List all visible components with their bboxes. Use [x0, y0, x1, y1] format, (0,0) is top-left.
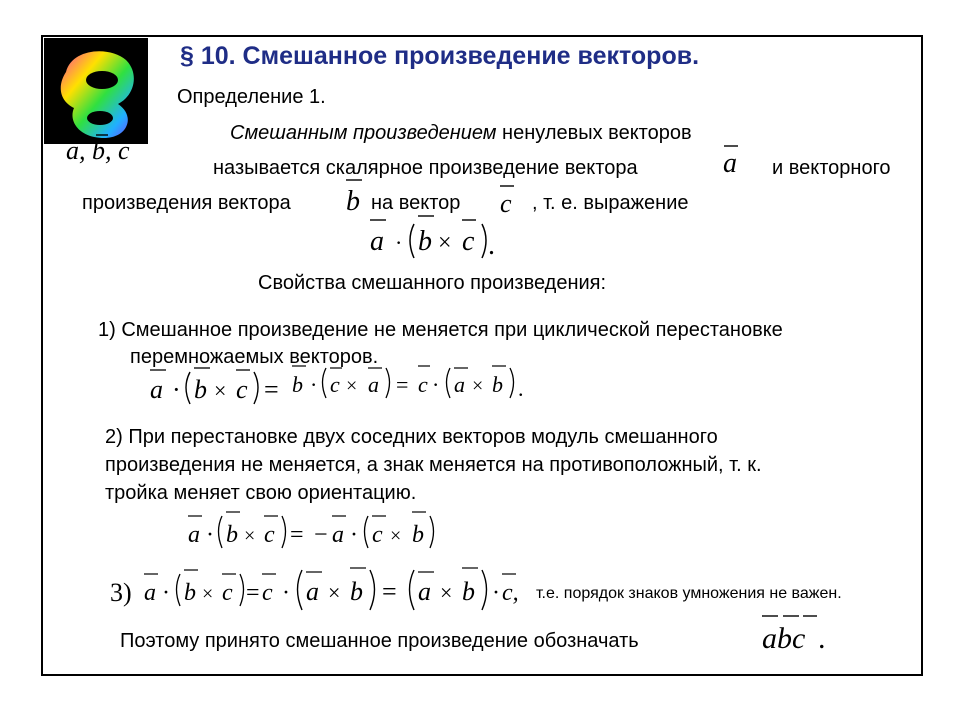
- svg-text:b: b: [412, 522, 424, 548]
- svg-text:c: c: [500, 189, 512, 218]
- formula-property-3: [138, 562, 528, 616]
- svg-text:a: a: [454, 372, 465, 397]
- definition-line-1-rest: ненулевых векторов: [496, 122, 692, 144]
- property-2-line-2: произведения не меняется, а знак меняется на противоположный, т. к.: [105, 454, 762, 476]
- svg-text:·: ·: [310, 372, 318, 397]
- svg-text:·: ·: [432, 372, 440, 397]
- svg-text:c,: c,: [502, 580, 519, 606]
- svg-text:a: a: [368, 372, 379, 397]
- svg-text:×: ×: [390, 525, 402, 547]
- svg-text:c: c: [236, 375, 248, 404]
- svg-text:=: =: [264, 375, 279, 404]
- formula-property-1: [140, 360, 530, 410]
- svg-text:c: c: [264, 522, 275, 548]
- svg-text:·: ·: [492, 580, 500, 606]
- svg-text:=: =: [246, 580, 260, 606]
- svg-text:=: =: [382, 577, 397, 606]
- property-1-line-1: 1) Смешанное произведение не меняется при циклической перестановке: [98, 319, 783, 341]
- svg-text:·: ·: [172, 375, 181, 404]
- svg-text:b: b: [194, 375, 207, 404]
- svg-text:×: ×: [202, 583, 214, 605]
- svg-text:a: a: [188, 522, 200, 548]
- svg-text:×: ×: [328, 580, 341, 605]
- svg-text:−: −: [314, 522, 328, 548]
- svg-text:c: c: [462, 226, 475, 257]
- svg-text:a: a: [144, 580, 156, 606]
- svg-text:a: a: [150, 375, 163, 404]
- svg-text:·: ·: [206, 522, 214, 548]
- svg-text:·: ·: [282, 580, 290, 606]
- svg-text:=: =: [396, 372, 409, 397]
- definition-vectors-abc: a, b, c: [66, 136, 130, 165]
- svg-text:.: .: [518, 376, 524, 401]
- svg-text:=: =: [290, 522, 304, 548]
- formula-property-2: [180, 506, 450, 556]
- definition-line-2-end: и векторного: [772, 157, 891, 179]
- svg-text:a: a: [370, 226, 384, 257]
- svg-text:.: .: [818, 622, 826, 655]
- svg-text:b: b: [346, 186, 360, 217]
- definition-label: Определение 1.: [177, 86, 326, 108]
- svg-text:b: b: [226, 522, 238, 548]
- svg-text:a: a: [306, 577, 319, 606]
- svg-text:b: b: [292, 372, 303, 397]
- definition-line-3: произведения вектора: [82, 192, 291, 214]
- definition-line-1: [230, 122, 692, 145]
- svg-text:·: ·: [162, 580, 170, 606]
- svg-text:abc: abc: [762, 622, 806, 655]
- svg-text:·: ·: [350, 522, 358, 548]
- svg-text:b: b: [418, 226, 432, 257]
- svg-text:c: c: [262, 580, 273, 606]
- svg-text:×: ×: [244, 525, 256, 547]
- svg-text:a: a: [332, 522, 344, 548]
- formula-notation-abc: [756, 608, 836, 658]
- svg-text:a: a: [723, 148, 737, 179]
- torus-surface-logo: [44, 38, 148, 144]
- definition-line-3-end: , т. е. выражение: [532, 192, 689, 214]
- svg-text:b: b: [462, 577, 475, 606]
- svg-text:c: c: [372, 522, 383, 548]
- definition-line-2: называется скалярное произведение вектора: [213, 157, 638, 179]
- svg-text:×: ×: [346, 375, 358, 397]
- property-2-line-3: тройка меняет свою ориентацию.: [105, 482, 417, 504]
- vector-a-symbol: [718, 140, 748, 180]
- svg-text:b: b: [492, 372, 503, 397]
- svg-text:×: ×: [440, 580, 453, 605]
- property-2-line-1: 2) При перестановке двух соседних векторов модуль смешанного: [105, 426, 718, 448]
- svg-text:×: ×: [472, 375, 484, 397]
- property-3-label: 3): [110, 578, 132, 607]
- properties-heading: Свойства смешанного произведения:: [258, 272, 607, 294]
- svg-text:a: a: [418, 577, 431, 606]
- svg-text:b: b: [184, 580, 196, 606]
- svg-text:c: c: [330, 372, 340, 397]
- notation-text: Поэтому принято смешанное произведение обозначать: [120, 630, 639, 652]
- slide-title: § 10. Смешанное произведение векторов.: [180, 42, 700, 70]
- property-3-note: т.е. порядок знаков умножения не важен.: [536, 585, 842, 602]
- definition-line-3-mid: на вектор: [371, 192, 461, 214]
- svg-text:×: ×: [438, 230, 452, 256]
- property-1-line-2: перемножаемых векторов.: [130, 346, 379, 368]
- definition-term: Смешанным произведением: [230, 122, 497, 144]
- formula-definition: [362, 210, 512, 266]
- vector-bars-abc: [66, 132, 146, 142]
- svg-text:c: c: [418, 372, 428, 397]
- svg-text:c: c: [222, 580, 233, 606]
- svg-text:×: ×: [214, 378, 227, 403]
- svg-text:·: ·: [395, 230, 403, 255]
- svg-text:.: .: [488, 230, 495, 261]
- svg-text:b: b: [350, 577, 363, 606]
